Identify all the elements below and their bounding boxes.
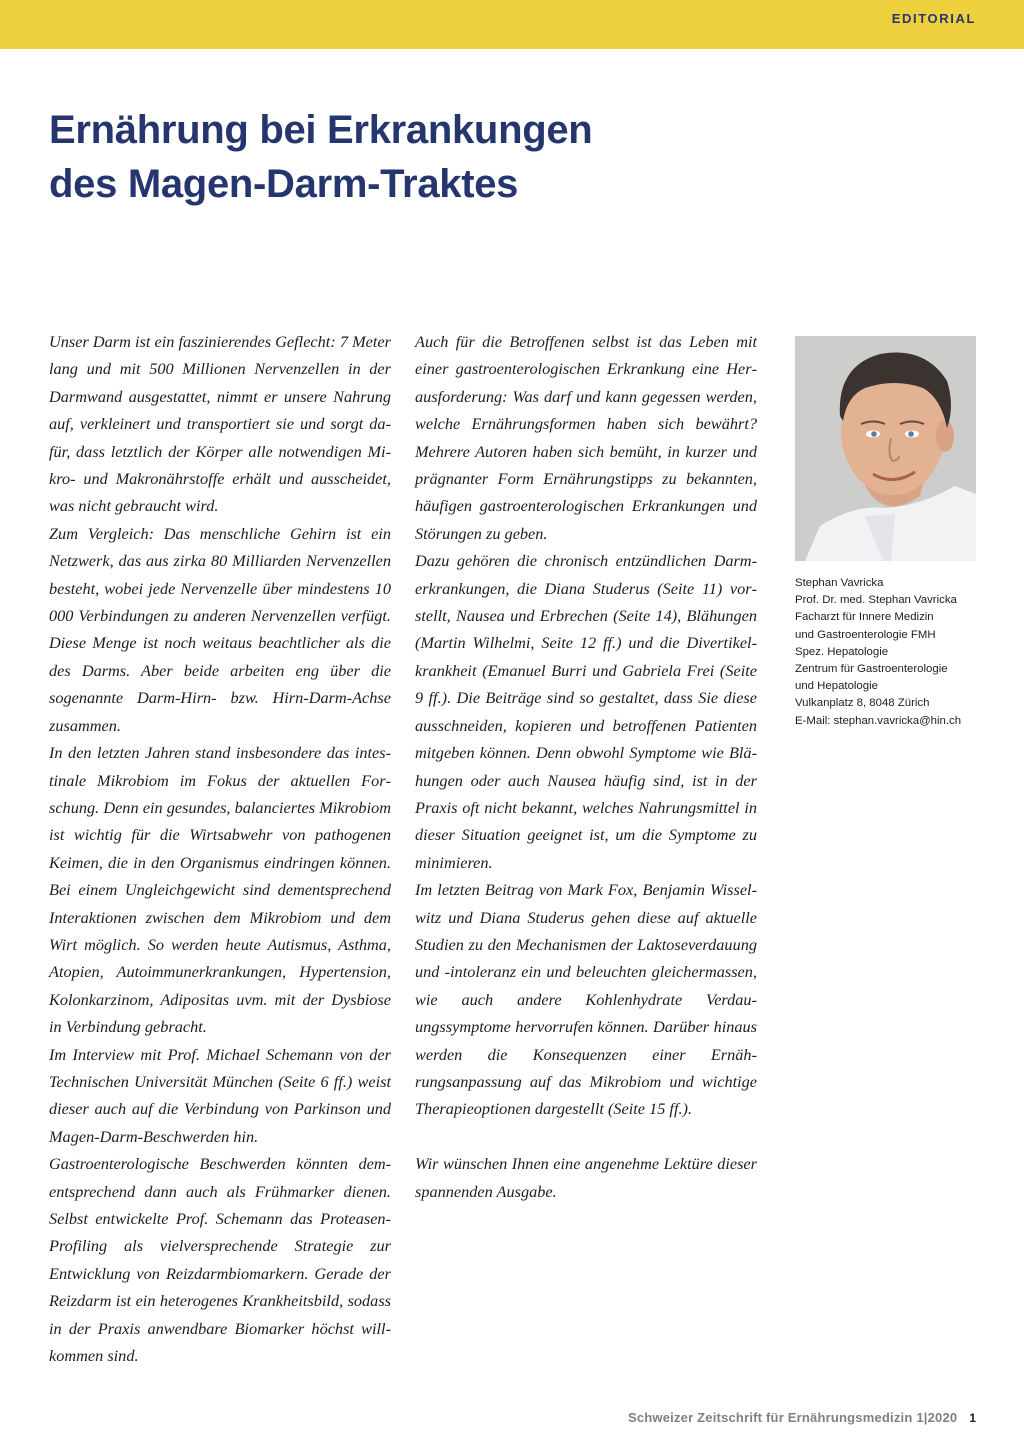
title-line-1: Ernährung bei Erkrankungen (49, 108, 593, 152)
header-band (0, 0, 1024, 49)
author-specialty-2: und Gastroenterologie FMH (795, 628, 936, 641)
paragraph: Im letzten Beitrag von Mark Fox, Benjamin Wisselwitz und Diana Studerus gehen diese auf aktuelle Studien zu den Mechanismen der Laktoseverdauung und -intoleranz ein und beleuchten gleichermassen, wie auch andere Kohlenhydrate Verdauungssymptome hervorrufen können. Darüber hinaus werden die Konsequenzen einer Ernährungsanpassung auf das Mikrobiom und wichtige Therapieoptionen dargestellt (Seite 15 ff.). (415, 880, 757, 1119)
closing-paragraph: Wir wünschen Ihnen eine angenehme Lektüre dieser spannenden Ausgabe. (415, 1154, 757, 1201)
page-number: 1 (969, 1411, 976, 1425)
paragraph: Unser Darm ist ein faszinierendes Geflecht: 7 Meter lang und mit 500 Millionen Nervenzellen in der Darmwand ausgestattet, nimmt er unsere Nahrung auf, verkleinert und transportiert sie und sorgt dafür, dass letztlich der Körper alle notwendigen Mikro- und Makronährstoffe erhält und ausscheidet, was nicht gebraucht wird. (49, 332, 391, 516)
paragraph: Auch für die Betroffenen selbst ist das Leben mit einer gastroenterologischen Erkrankung eine Herausforderung: Was darf und kann gegessen werden, welche Ernährungsformen haben sich bewährt? Mehrere Autoren haben sich bemüht, in kurzer und prägnanter Form Ernährungstipps zu bekannten, häufigen gastroenterologischen Erkrankungen und Störungen zu geben. (415, 332, 757, 543)
author-bio (795, 575, 1015, 730)
paragraph: Im Interview mit Prof. Michael Schemann von der Technischen Universität München (Seite 6 ff.) weist dieser auch auf die Verbindung von Parkinson und Magen-Darm-Beschwerden hin. (49, 1044, 391, 1146)
author-specialty: Facharzt für Innere Medizin (795, 611, 934, 624)
author-name: Stephan Vavricka (795, 577, 884, 589)
text-column-1 (49, 328, 391, 1369)
text-column-2 (415, 328, 757, 1205)
paragraph: Dazu gehören die chronisch entzündlichen Darmerkrankungen, die Diana Studerus (Seite 11) vorstellt, Nausea und Erbrechen (Seite 14), Blähungen (Martin Wilhelmi, Seite 12 ff.) und die Divertikelkrankheit (Emanuel Burri und Gabriela Frei (Seite 9 ff.). Die Beiträge sind so gestaltet, dass Sie diese ausschneiden, kopieren und betroffenen Patienten mitgeben können. Denn obwohl Symptome wie Blähungen oder auch Nausea häufig sind, ist in der Praxis oft nicht bekannt, welches Nahrungsmittel in dieser Situation geeignet ist, um die Symptome zu minimieren. (415, 551, 757, 872)
paragraph: Zum Vergleich: Das menschliche Gehirn ist ein Netzwerk, das aus zirka 80 Milliarden Nervenzellen besteht, wobei jede Nervenzelle über mindestens 10 000 Verbindungen zu anderen Nervenzellen verfügt. Diese Menge ist noch weitaus beachtlicher als die des Darms. Aber beide arbeiten eng über die sogenannte Darm-Hirn- bzw. Hirn-Darm-Achse zusammen. (49, 523, 391, 735)
journal-name: Schweizer Zeitschrift für Ernährungsmedizin 1|2020 (627, 1410, 958, 1425)
page-footer (628, 1410, 976, 1425)
title-line-2: des Magen-Darm-Traktes (49, 162, 519, 206)
author-portrait-icon (795, 336, 976, 561)
author-subspecialty: Spez. Hepatologie (795, 645, 889, 658)
paragraph: In den letzten Jahren stand insbesondere das intestinale Mikrobiom im Fokus der aktuellen Forschung. Denn ein gesundes, balanciertes Mikrobiom ist wichtig für die Wirtsabwehr von pathogenen Keimen, die in den Organismus eindringen können. Bei einem Ungleichgewicht sind dementsprechend Interaktionen zwischen dem Mikrobiom und dem Wirt möglich. So werden heute Autismus, Asthma, Atopien, Autoimmunerkrankungen, Hypertension, Kolonkarzinom, Adipositas uvm. mit der Dysbiose in Verbindung gebracht. (49, 743, 391, 1037)
section-label: EDITORIAL (891, 11, 976, 26)
article-title (49, 103, 769, 211)
author-address: Vulkanplatz 8, 8048 Zürich (795, 697, 930, 710)
paragraph: Gastroenterologische Beschwerden könnten dementsprechend dann auch als Frühmarker dienen. Selbst entwickelte Prof. Schemann das Proteasen-Profiling als vielversprechende Strategie zur Entwicklung von Reizdarmbiomarkern. Gerade der Reizdarm ist ein heterogenes Krankheitsbild, sodass in der Praxis anwendbare Biomarker höchst willkommen sind. (49, 1154, 391, 1366)
author-institution: Zentrum für Gastroenterologie (795, 663, 948, 676)
author-title: Prof. Dr. med. Stephan Vavricka (795, 594, 957, 607)
author-email[interactable]: E-Mail: stephan.vavricka@hin.ch (795, 714, 962, 727)
author-institution-2: und Hepatologie (795, 680, 878, 693)
